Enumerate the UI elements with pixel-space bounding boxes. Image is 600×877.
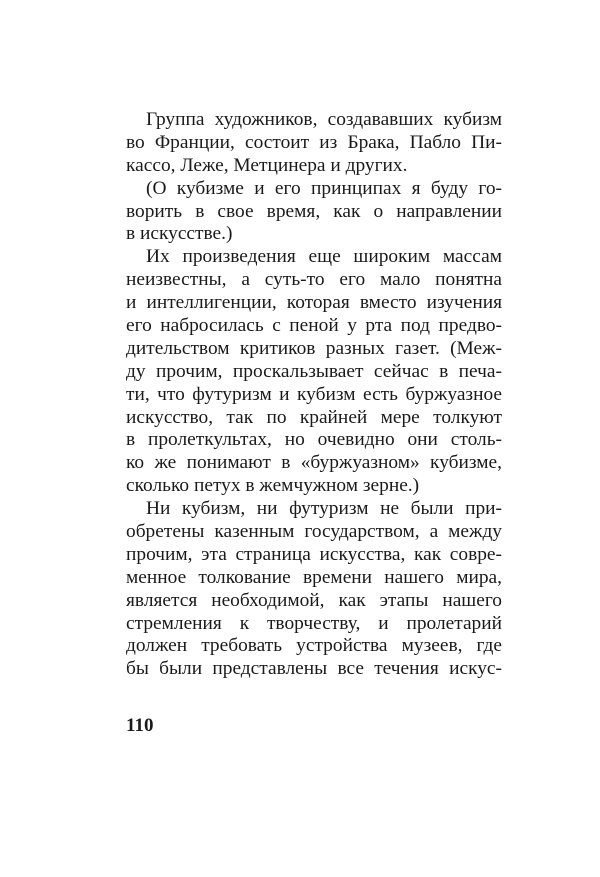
text-line: Группа художников, создававших кубизм xyxy=(146,109,502,130)
text-line: искусство, так по крайней мере толкуют xyxy=(126,406,502,428)
body-text xyxy=(126,109,502,681)
text-line: и интеллигенции, которая вместо изучения xyxy=(126,292,502,314)
page-number: 110 xyxy=(126,715,154,736)
text-line: ти, что футуризм и кубизм есть буржуазное xyxy=(126,383,502,405)
text-line: ворить в свое время, как о направлении xyxy=(126,200,502,222)
text-line: его набросилась с пеной у рта под предво- xyxy=(126,315,502,337)
text-line: ду прочим, проскальзывает сейчас в печа- xyxy=(126,360,502,382)
text-line: прочим, эта страница искусства, как совре- xyxy=(126,543,502,565)
text-line: Их произведения еще широким массам xyxy=(146,246,502,268)
text-line: стремления к творчеству, и пролетарий xyxy=(126,612,502,634)
text-line: (О кубизме и его принципах я буду го- xyxy=(146,177,502,199)
text-line: во Франции, состоит из Брака, Пабло Пи- xyxy=(126,131,502,153)
text-line: Ни кубизм, ни футуризм не были при- xyxy=(146,498,502,520)
text-line: бы были представлены все течения искус- xyxy=(126,658,502,680)
text-line: сколько петух в жемчужном зерне.) xyxy=(126,475,420,497)
text-line: в искусстве.) xyxy=(126,223,233,245)
text-line: дительством критиков разных газет. (Меж- xyxy=(126,337,502,359)
text-line: неизвестны, а суть-то его мало понятна xyxy=(126,269,502,291)
text-line: менное толкование времени нашего мира, xyxy=(126,566,502,588)
text-line: ко же понимают в «буржуазном» кубизме, xyxy=(126,452,502,474)
text-line: кассо, Леже, Метцинера и других. xyxy=(126,154,408,176)
text-line: является необходимой, как этапы нашего xyxy=(126,589,502,611)
text-line: обретены казенным государством, а между xyxy=(126,521,502,543)
text-line: должен требовать устройства музеев, где xyxy=(126,635,502,657)
text-line: в пролеткультах, но очевидно они столь- xyxy=(126,429,502,451)
